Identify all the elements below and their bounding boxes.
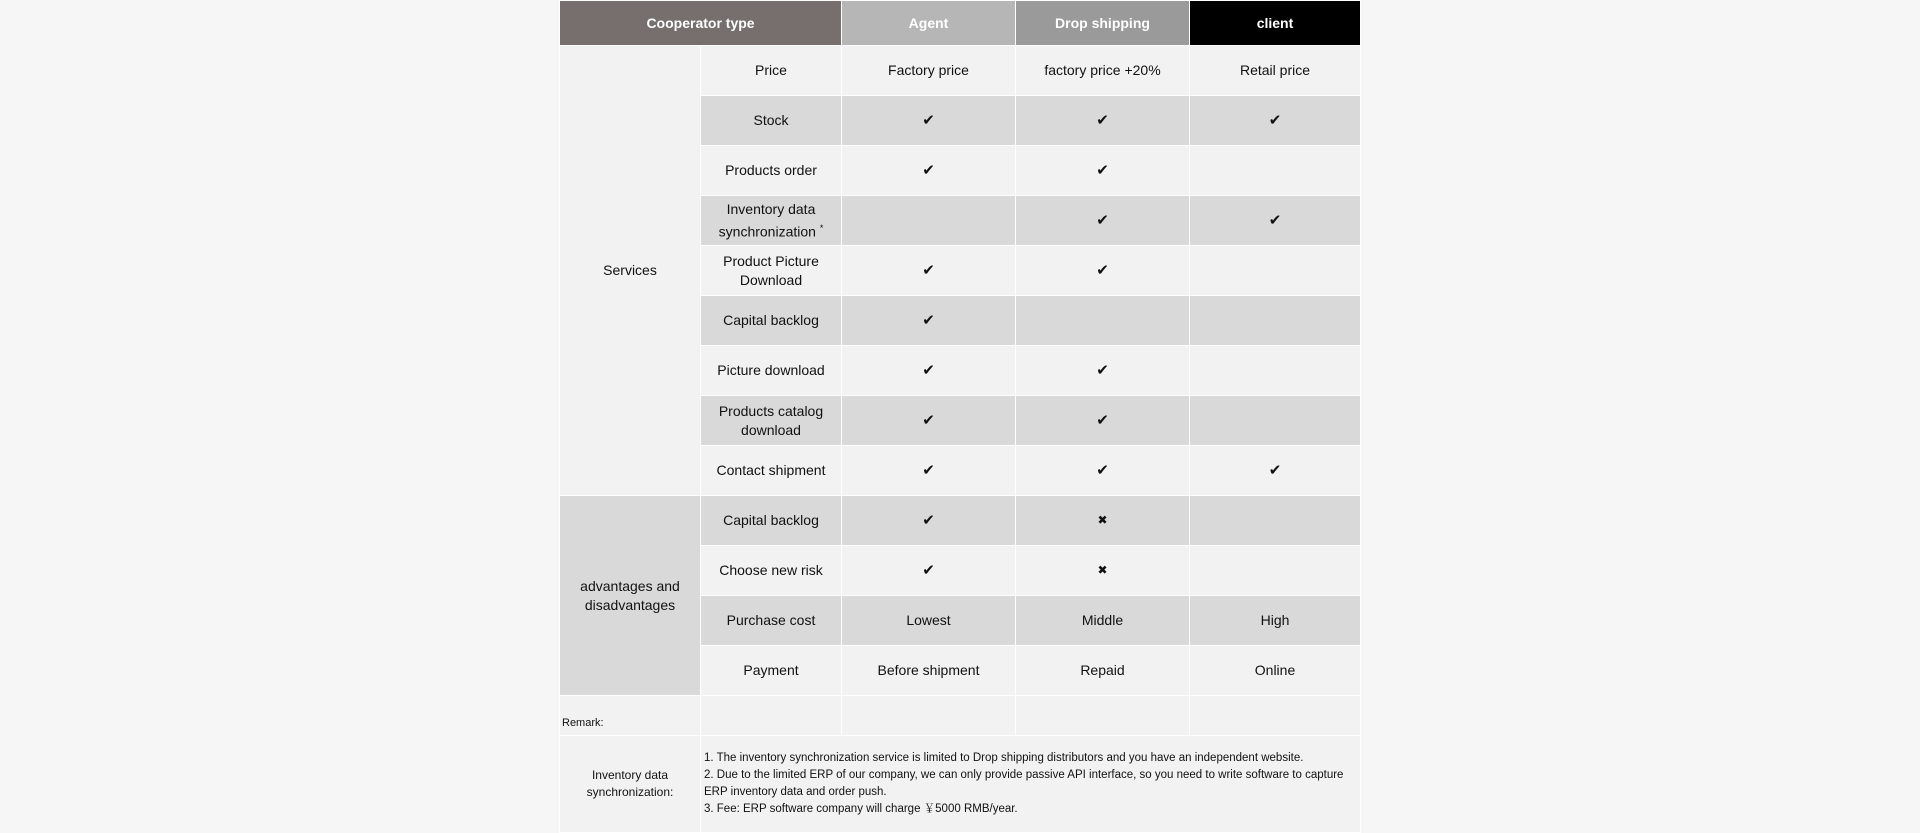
note-row [560,736,1361,833]
row-label: Choose new risk [701,546,842,596]
header-row [560,1,1361,46]
header-client: client [1190,1,1361,46]
row-label: Product Picture Download [701,246,842,296]
table-row [560,496,1361,546]
cell-client [1190,146,1361,196]
note-line: ERP inventory data and order push. [704,786,887,798]
cell-agent: Lowest [842,596,1016,646]
header-agent: Agent [842,1,1016,46]
cell-drop-shipping: ✔ [1016,96,1190,146]
cell-agent: ✔ [842,446,1016,496]
cell-agent: ✔ [842,146,1016,196]
cell-client [1190,246,1361,296]
row-label: Contact shipment [701,446,842,496]
cell-client: Online [1190,646,1361,696]
empty-cell [1190,696,1361,736]
cell-agent: ✔ [842,346,1016,396]
cell-drop-shipping: ✔ [1016,446,1190,496]
group-services-label: Services [560,46,701,496]
note-line: 1. The inventory synchronization service is limited to Drop shipping distributors and you have an independent website. [704,752,1304,764]
cell-drop-shipping: ✔ [1016,346,1190,396]
cell-client: ✔ [1190,96,1361,146]
note-line: 3. Fee: ERP software company will charge ￥5000 RMB/year. [704,803,1018,815]
remark-row [560,696,1361,736]
row-label: Price [701,46,842,96]
cell-agent: ✔ [842,296,1016,346]
header-cooperator-type: Cooperator type [560,1,842,46]
row-label: Purchase cost [701,596,842,646]
cell-client: High [1190,596,1361,646]
cell-drop-shipping: ✔ [1016,396,1190,446]
cell-drop-shipping: Middle [1016,596,1190,646]
group-advantages-label: advantages and disadvantages [560,496,701,696]
cell-client [1190,496,1361,546]
row-label: Stock [701,96,842,146]
cell-client: ✔ [1190,196,1361,246]
cell-drop-shipping: ✔ [1016,146,1190,196]
remark-label: Remark: [560,696,701,736]
note-line: 2. Due to the limited ERP of our company, we can only provide passive API interface, so you need to write software to capture [704,769,1344,781]
empty-cell [842,696,1016,736]
table-row [560,46,1361,96]
cell-drop-shipping: ✖ [1016,496,1190,546]
cell-agent: Before shipment [842,646,1016,696]
cell-agent: ✔ [842,496,1016,546]
row-label: Products catalog download [701,396,842,446]
row-label-text: Inventory data synchronization [718,200,816,240]
row-label: Capital backlog [701,496,842,546]
header-drop-shipping: Drop shipping [1016,1,1190,46]
cell-agent: ✔ [842,246,1016,296]
row-label: Payment [701,646,842,696]
cell-client [1190,396,1361,446]
comparison-table [559,0,1361,833]
cooperation-comparison [559,0,1360,833]
cell-agent: ✔ [842,396,1016,446]
cell-client [1190,346,1361,396]
cell-agent: ✔ [842,546,1016,596]
cell-agent: Factory price [842,46,1016,96]
empty-cell [701,696,842,736]
cell-agent [842,196,1016,246]
footnote-marker: * [819,222,824,233]
cell-drop-shipping [1016,296,1190,346]
cell-client: Retail price [1190,46,1361,96]
cell-drop-shipping: ✔ [1016,196,1190,246]
cell-drop-shipping: ✔ [1016,246,1190,296]
note-text [701,736,1361,833]
row-label: Capital backlog [701,296,842,346]
cell-drop-shipping: factory price +20% [1016,46,1190,96]
cell-client [1190,546,1361,596]
row-label: Picture download [701,346,842,396]
row-label: Products order [701,146,842,196]
cell-drop-shipping: ✖ [1016,546,1190,596]
row-label [701,196,842,246]
cell-drop-shipping: Repaid [1016,646,1190,696]
cell-client [1190,296,1361,346]
cell-client: ✔ [1190,446,1361,496]
note-label: Inventory data synchronization: [560,736,701,833]
cell-agent: ✔ [842,96,1016,146]
empty-cell [1016,696,1190,736]
